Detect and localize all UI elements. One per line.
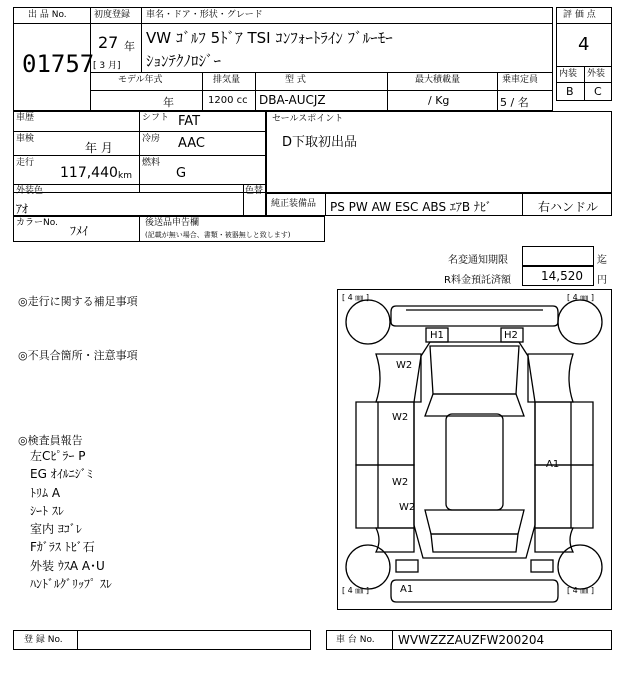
displacement-value: 1200 cc (208, 95, 248, 106)
car-diagram (337, 289, 612, 610)
car-diagram-svg (338, 290, 611, 609)
inspector-report-label: ◎検査員報告 (18, 434, 83, 447)
tire-tread-rear-left: [ 4 ㎜ ] (342, 586, 369, 595)
chassis-no: WVWZZZAUZFW200204 (398, 633, 545, 647)
model-code-label: 型 式 (285, 75, 306, 85)
ac-label: 冷房 (142, 134, 161, 144)
rear-right-door (535, 465, 593, 528)
ext-color-label: 外装色 (16, 186, 44, 196)
inspector-item: ﾊﾝﾄﾞﾙｸﾞﾘｯﾌﾟ ｽﾚ (30, 577, 112, 591)
options-label: 純正装備品 (271, 199, 317, 209)
mileage-value: 117,440 (60, 165, 118, 181)
year-unit: 年 (124, 40, 135, 53)
registration-no-label: 登 録 No. (24, 635, 63, 645)
wheel-front-left (346, 300, 390, 344)
damage-mark-headlight-right: H2 (504, 330, 518, 341)
rating-value: 4 (578, 34, 590, 55)
recycle-label: R料金預託済額 (444, 275, 511, 286)
rear-bumper (391, 580, 558, 602)
taillight-left (396, 560, 418, 572)
sales-point-value: D下取初出品 (282, 135, 358, 150)
name-change-box (522, 246, 594, 266)
inspection-label: 車検 (16, 134, 35, 144)
history-label: 車歴 (16, 113, 35, 123)
color-no-label: カラーNo. (16, 218, 58, 228)
inspector-item: EG ｵｲﾙﾆｼﾞﾐ (30, 467, 93, 481)
displacement-label: 排気量 (213, 75, 241, 85)
rear-left-fender (376, 528, 414, 552)
rating-label: 評 価 点 (563, 10, 596, 20)
aftermarket-note: (記載が無い場合、書類・被器無しと致します) (145, 231, 291, 239)
roof (446, 414, 503, 510)
inspector-item: 左Cﾋﾟﾗｰ P (30, 449, 86, 463)
inspection-value: 年 月 (85, 141, 113, 155)
model-code: DBA-AUCJZ (259, 93, 326, 107)
inspector-item: 外装 ｳｽA A･U (30, 559, 105, 573)
interior-grade-label: 内装 (559, 69, 578, 79)
rear-window (425, 510, 524, 534)
car-name-label: 車名・ドア・形状・グレード (146, 10, 263, 20)
car-name-line2: ｼｮﾝﾃｸﾉﾛｼﾞｰ (146, 52, 222, 70)
recycle-unit: 円 (597, 275, 607, 286)
max-load-label: 最大積載量 (415, 75, 461, 85)
capacity-label: 乗車定員 (502, 75, 539, 85)
car-name-line1: VW ｺﾞﾙﾌ 5ﾄﾞｱ TSI ｺﾝﾌｫｰﾄﾗｲﾝ ﾌﾞﾙｰﾓｰ (146, 29, 393, 47)
color-change-label: 色替 (245, 186, 264, 196)
interior-grade: B (566, 85, 574, 98)
damage-mark-front-left-fender: W2 (396, 360, 413, 371)
wheel-front-right (558, 300, 602, 344)
lot-no-label: 出 品 No. (28, 10, 67, 20)
first-registration-label: 初度登録 (94, 10, 131, 20)
color-no-value: ﾌﾒｲ (70, 224, 89, 238)
damage-mark-headlight-left: H1 (430, 330, 444, 341)
trunk (431, 534, 518, 552)
chassis-no-label: 車 台 No. (336, 635, 375, 645)
tire-tread-front-left: [ 4 ㎜ ] (342, 293, 369, 302)
taillight-right (531, 560, 553, 572)
fuel-value: G (176, 166, 187, 181)
damage-mark-rear-left-fender: W2 (399, 502, 416, 513)
steering-value: 右ハンドル (538, 200, 599, 214)
max-load-value: / Kg (428, 94, 450, 107)
first-registration-year: 27 (98, 33, 119, 52)
options-value: PS PW AW ESC ABS ｴｱB ﾅﾋﾞ (330, 200, 492, 214)
name-change-label: 名変通知期限 (448, 255, 508, 266)
model-year-label: モデル年式 (118, 75, 163, 85)
shift-value: FAT (178, 114, 201, 129)
recycle-value: 14,520 (541, 269, 583, 283)
defects-label: ◎不具合箇所・注意事項 (18, 349, 138, 362)
mileage-unit: km (118, 171, 132, 181)
mileage-label: 走行 (16, 158, 35, 168)
capacity-value: 5 / 名 (500, 96, 529, 109)
fuel-label: 燃料 (142, 158, 161, 168)
rear-left-door (356, 465, 414, 528)
inspector-item: ｼｰﾄ ｽﾚ (30, 504, 64, 518)
damage-mark-front-left-door: W2 (392, 412, 409, 423)
exterior-grade-label: 外装 (587, 69, 606, 79)
exterior-grade: C (594, 85, 602, 98)
driving-notes-label: ◎走行に関する補足事項 (18, 295, 138, 308)
damage-mark-rear-bumper: A1 (400, 584, 414, 595)
lot-no: 01757 (22, 50, 95, 78)
model-year-unit: 年 (163, 96, 174, 109)
first-registration-month: [ 3 月] (93, 61, 121, 71)
shift-label: シフト (142, 113, 170, 123)
inspector-item: ﾄﾘﾑ A (30, 486, 61, 500)
ac-value: AAC (178, 136, 205, 151)
damage-mark-rear-right-door: A1 (546, 459, 560, 470)
front-bumper (391, 306, 558, 326)
inspector-item: 室内 ﾖｺﾞﾚ (30, 522, 82, 536)
windshield (425, 394, 524, 416)
damage-mark-rear-left-door: W2 (392, 477, 409, 488)
front-right-fender (528, 354, 573, 402)
tire-tread-rear-right: [ 4 ㎜ ] (567, 586, 594, 595)
hood (430, 346, 519, 394)
name-change-unit: 迄 (597, 255, 607, 266)
aftermarket-label: 後送品申告欄 (145, 218, 200, 228)
ext-color-value: ｱｵ (16, 202, 29, 216)
inspector-item: Fｶﾞﾗｽ ﾄﾋﾞ石 (30, 540, 95, 554)
tire-tread-front-right: [ 4 ㎜ ] (567, 293, 594, 302)
front-right-door (535, 402, 593, 465)
sales-point-label: セールスポイント (272, 114, 344, 124)
ext-color-box (13, 184, 266, 216)
